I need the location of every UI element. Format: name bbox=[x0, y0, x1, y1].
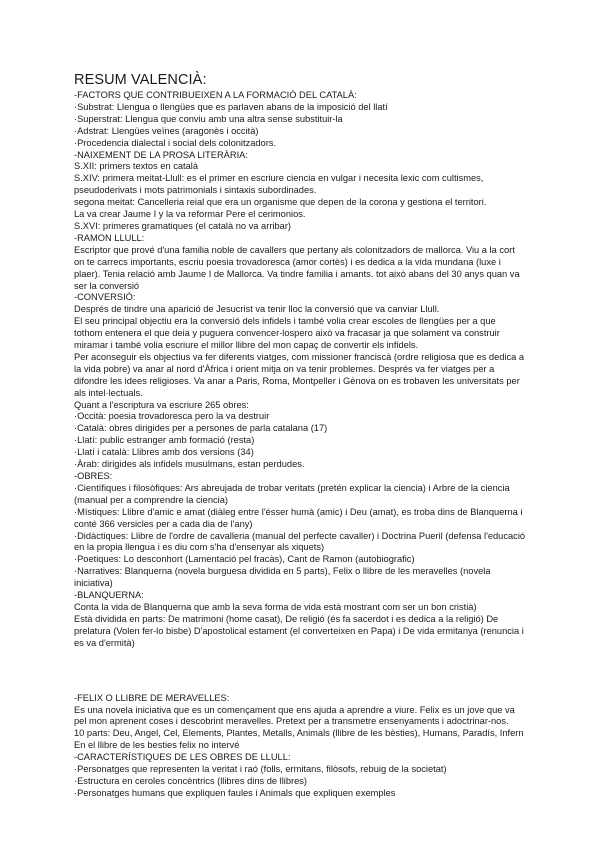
text-line: Quant a l'escriptura va escriure 265 obres: bbox=[74, 399, 249, 410]
text-line: Està dividida en parts: De matrimoni (home casat), De religió (és fa sacerdot i es dedica a la religió) De prelatura (Volen fer-lo bisbe) D'apostolical estament (el converteixen en Papa) i De vida ermitanya (renuncia i es va d'ermità) bbox=[74, 613, 524, 648]
text-line: El seu principal objectiu era la conversió dels infidels i també volia crear escoles de llengües per a que tothom entenera el que deia y puguera convencer-lospero això va fracasar ja que solament va construir miramar i també volia escriure el millor llibre del mon capaç de convertir els infidels. bbox=[74, 316, 500, 351]
text-line: ·Llatí: public estranger amb formació (resta) bbox=[74, 435, 255, 446]
text-line: ·Llatí i català: Llibres amb dos versions (34) bbox=[74, 447, 254, 458]
text-line: -FACTORS QUE CONTRIBUEIXEN A LA FORMACIÓ DEL CATALÀ: bbox=[74, 90, 357, 100]
text-line: 10 parts: Deu, Angel, Cel, Elements, Plantes, Metalls, Animals (llibre de les bèsties), Humans, Paradís, Infern bbox=[74, 728, 524, 739]
text-line: Després de tindre una aparició de Jesucrist va tenir lloc la conversió que va canviar Llull. bbox=[74, 304, 440, 315]
text-line: -CARACTERÍSTIQUES DE LES OBRES DE LLULL: bbox=[74, 752, 291, 763]
text-line: ·Poetiques: Lo desconhort (Lamentació pel fracàs), Cant de Ramon (autobiografic) bbox=[74, 554, 415, 565]
text-line: -RAMON LLULL: bbox=[74, 232, 145, 243]
text-line: ·Superstrat: Llengua que conviu amb una altra sense substituir-la bbox=[74, 113, 343, 124]
text-line: La va crear Jaume I y la va reformar Pere el cerimonios. bbox=[74, 209, 306, 220]
text-line: ·Adstrat: Llengües veïnes (aragonès i occità) bbox=[74, 125, 259, 136]
text-line: Escriptor que prové d'una familia noble de cavallers que pertany als colonitzadors de mallorca. Viu a la cort on te carrecs importants, escriu poesia trovadoresca (amor cortès) i es dedica a la vida mundana (luxe i plaer). Tenia relació amb Jaume I de Mallorca. Va tindre familia i amants. tot això abans del 30 anys quan va ser la conversió bbox=[74, 244, 520, 291]
text-line: ·Àrab: dirigides als infidels musulmans, estan perdudes. bbox=[74, 459, 305, 470]
text-line: S.XVI: primeres gramatiques (el català no va arribar) bbox=[74, 220, 292, 231]
text-line: ·Narratives: Blanquerna (novela burguesa dividida en 5 parts), Felix o llibre de les meravelles (novela iniciativa) bbox=[74, 566, 491, 589]
text-line: ·Català: obres dirigides per a persones de parla catalana (17) bbox=[74, 423, 328, 434]
text-line: En el llibre de les besties felix no intervé bbox=[74, 740, 240, 751]
text-line: ·Personatges humans que expliquen faules i Animals que expliquen exemples bbox=[74, 787, 396, 798]
text-line: Es una novela iniciativa que es un començament que ens ajuda a aprendre a viure. Felix es un jove que va pel mon aprenent coses i descobrint meravelles. Pretext per a transmetre ensenyaments i adoctrinar-nos. bbox=[74, 704, 515, 727]
text-line: -OBRES: bbox=[74, 471, 113, 481]
text-line: ·Personatges que representen la veritat i raó (folls, ermitans, filòsofs, rebuig de la societat) bbox=[74, 764, 447, 775]
text-line: Per aconseguir els objectius va fer diferents viatges, com missioner franciscà (ordre religiosa que es dedica a la vida pobre) va anar al nord d'Àfrica i orient mitja on va tenir problemes. Després va fer viatges per a difondre les idees religioses. Va anar a Paris, Roma, Montpeller i Gènova on es trobaven les universitats per als intel·lectuals. bbox=[74, 351, 525, 398]
text-line: ·Occità: poesia trovadoresca pero la va destruir bbox=[74, 411, 270, 422]
text-line: ·Didàctiques: Llibre de l'ordre de cavalleria (manual del perfecte cavaller) i Doctrina Pueril (defensa l'educació en la propia llengua i es diu com s'ha d'ensenyar als xiquets) bbox=[74, 530, 526, 553]
text-line: Conta la vida de Blanquerna que amb la seva forma de vida està mostrant com ser un bon cristià) bbox=[74, 601, 477, 612]
text-line: -CONVERSIÓ: bbox=[74, 292, 136, 303]
text-line: ·Científiques i filosòfiques: Ars abreujada de trobar veritats (pretén explicar la ciencia) i Arbre de la ciencia (manual per a comprendre la ciencia) bbox=[74, 482, 510, 505]
text-line: S.XII: primers textos en català bbox=[74, 161, 199, 172]
text-line: ·Estructura en ceroles concèntrics (llibres dins de llibres) bbox=[74, 775, 308, 786]
document-title: RESUM VALENCIÀ: bbox=[74, 72, 207, 88]
text-line: -BLANQUERNA: bbox=[74, 590, 144, 601]
text-line: -FELIX O LLIBRE DE MERAVELLES: bbox=[74, 692, 230, 703]
text-line: S.XIV: primera meitat-Llull: es el primer en escriure ciencia en vulgar i necesita lexic com cultismes, pseudoderivats i mots patrimonials i sintaxis subordinades. bbox=[74, 173, 484, 196]
text-line: ·Místiques: Llibre d'amic e amat (diàleg entre l'ésser humà (amic) i Deu (amat), es troba dins de Blanquerna i conté 366 versicles per a cada dia de l'any) bbox=[74, 506, 523, 529]
blank-line bbox=[74, 666, 526, 677]
text-line: ·Substrat: Llengua o llengües que es parlaven abans de la imposició del llatí bbox=[74, 101, 388, 112]
text-line: ·Procedencia dialectal i social dels colonitzadors. bbox=[74, 137, 277, 148]
text-line: -NAIXEMENT DE LA PROSA LITERÀRIA: bbox=[74, 149, 248, 160]
text-line: segona meitat: Cancelleria reial que era un organisme que depen de la corona y gestiona el territori. bbox=[74, 197, 487, 208]
document-body bbox=[74, 90, 526, 800]
